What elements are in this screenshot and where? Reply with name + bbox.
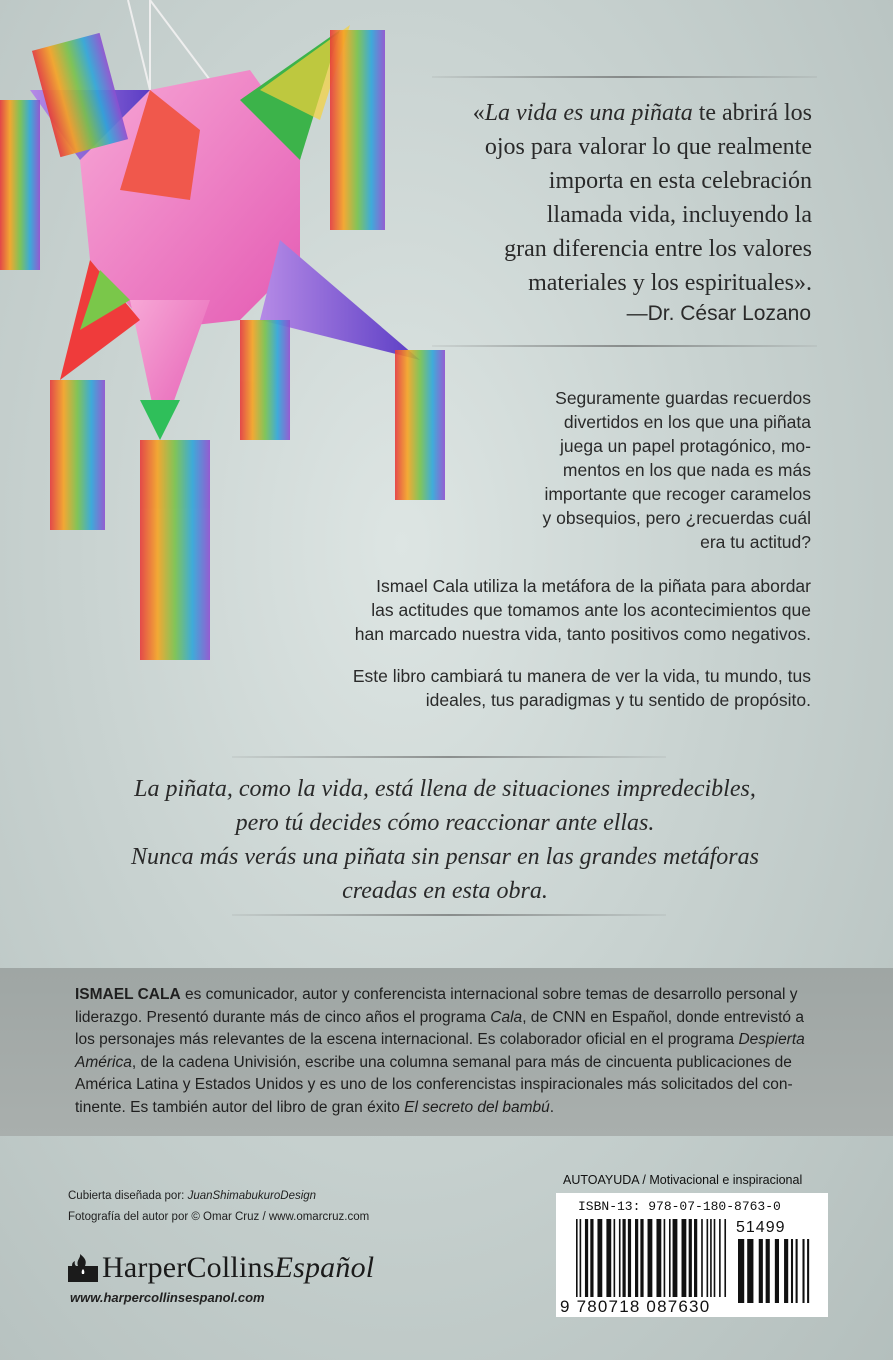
p1-line: juega un papel protagónico, mo- xyxy=(559,436,811,456)
barcode-bar xyxy=(682,1219,687,1297)
p1-line: divertidos en los que una piñata xyxy=(563,412,811,432)
bio-line-3: los personajes más relevantes de la escena internacional. Es colaborador oficial en el programa Despierta xyxy=(75,1031,805,1048)
publisher-logo xyxy=(68,1248,374,1288)
p1-line: Seguramente guardas recuerdos xyxy=(555,388,811,408)
barcode-bar xyxy=(724,1219,726,1297)
bio-line-6: tinente. Es también autor del libro de gran éxito El secreto del bambú. xyxy=(75,1098,555,1116)
quote-author: —Dr. César Lozano xyxy=(626,302,811,325)
barcode-bar xyxy=(719,1219,721,1297)
bio-line-5: América Latina y Estados Unidos y es uno de los conferencistas inspiracionales más solicitados del con- xyxy=(75,1076,793,1093)
barcode-bar xyxy=(775,1239,779,1303)
p2-line: Ismael Cala utiliza la metáfora de la piñata para abordar xyxy=(376,576,811,596)
publisher-name: HarperCollinsEspañol xyxy=(102,1251,375,1284)
barcode-bar xyxy=(738,1239,744,1303)
quote-line-2: ojos para valorar lo que realmente xyxy=(484,134,812,160)
barcode-bar xyxy=(759,1239,763,1303)
endorsement-quote xyxy=(440,96,812,300)
barcode-bar xyxy=(701,1219,703,1297)
barcode-bar xyxy=(802,1239,804,1303)
barcode-bar xyxy=(585,1219,588,1297)
barcode-bar xyxy=(590,1219,593,1297)
barcode-bar xyxy=(694,1219,697,1297)
author-name: ISMAEL CALA xyxy=(75,986,181,1003)
barcode-bar xyxy=(766,1239,770,1303)
barcode-bar xyxy=(791,1239,793,1303)
barcode-bar xyxy=(635,1219,638,1297)
pinata-illustration xyxy=(0,0,470,670)
tagline-top-rule xyxy=(232,756,666,758)
quote-line-6: materiales y los espirituales». xyxy=(528,270,812,296)
barcode-bar xyxy=(747,1239,753,1303)
author-bio xyxy=(75,984,835,1119)
p1-line: era tu actitud? xyxy=(700,532,811,552)
p1-line: y obsequios, pero ¿recuerdas cuál xyxy=(542,508,811,528)
ean-digits: 9 780718 087630 xyxy=(560,1297,711,1316)
p3-line: ideales, tus paradigmas y tu sentido de propósito. xyxy=(425,690,811,710)
bio-line-2: liderazgo. Presentó durante más de cinco años el programa Cala, de CNN en Español, donde entrevistó a xyxy=(75,1008,804,1026)
quote-bottom-rule xyxy=(432,345,817,347)
barcode-bar xyxy=(656,1219,661,1297)
addon-barcode-bars xyxy=(738,1239,809,1303)
tagline-line: pero tú decides cómo reaccionar ante ellas. xyxy=(235,810,655,836)
quote-line-4: llamada vida, incluyendo la xyxy=(546,202,812,228)
isbn-text: ISBN-13: 978-07-180-8763-0 xyxy=(578,1199,781,1214)
barcode-bar xyxy=(648,1219,653,1297)
tagline-line: Nunca más verás una piñata sin pensar en las grandes metáforas xyxy=(131,844,759,870)
category-label: AUTOAYUDA / Motivacional e inspiracional xyxy=(563,1173,803,1187)
barcode-bar xyxy=(689,1219,692,1297)
tagline xyxy=(100,772,790,908)
barcode-bar xyxy=(710,1219,712,1297)
price-code: 51499 xyxy=(736,1219,786,1236)
photo-credit: Fotografía del autor por © Omar Cruz / www.omarcruz.com xyxy=(68,1211,370,1223)
p3-line: Este libro cambiará tu manera de ver la vida, tu mundo, tus xyxy=(352,666,811,686)
barcode-bar xyxy=(580,1219,582,1297)
barcode-bar xyxy=(707,1219,709,1297)
main-barcode-bars xyxy=(576,1219,726,1297)
barcode-bar xyxy=(673,1219,678,1297)
barcode-bar xyxy=(606,1219,611,1297)
barcode-bar xyxy=(664,1219,666,1297)
barcode-bar xyxy=(669,1219,671,1297)
barcode-bar xyxy=(614,1219,616,1297)
description-paragraph-2 xyxy=(355,574,811,646)
bio-line-4: América, de la cadena Univisión, escribe una columna semanal para más de cincuenta publicaciones de xyxy=(75,1053,792,1071)
barcode-box xyxy=(556,1193,828,1317)
publisher-website: www.harpercollinsespanol.com xyxy=(70,1290,265,1305)
barcode-bar xyxy=(714,1219,716,1297)
p2-line: las actitudes que tomamos ante los acontecimientos que xyxy=(371,600,811,620)
p1-line: importante que recoger caramelos xyxy=(544,484,811,504)
quote-line-5: gran diferencia entre los valores xyxy=(504,236,812,262)
barcode-bar xyxy=(640,1219,643,1297)
barcode-bar xyxy=(597,1219,602,1297)
tagline-line: creadas en esta obra. xyxy=(342,878,548,904)
cover-credit: Cubierta diseñada por: JuanShimabukuroDesign xyxy=(68,1190,317,1202)
bio-line-1: ISMAEL CALA es comunicador, autor y conferencista internacional sobre temas de desarrollo personal y xyxy=(75,986,798,1003)
p2-line: han marcado nuestra vida, tanto positivos como negativos. xyxy=(354,624,811,644)
tagline-line: La piñata, como la vida, está llena de situaciones impredecibles, xyxy=(134,776,756,802)
barcode-bar xyxy=(796,1239,798,1303)
quote-line-3: importa en esta celebración xyxy=(548,168,812,194)
barcode-bar xyxy=(619,1219,621,1297)
quote-top-rule xyxy=(432,76,817,78)
quote-line-1: «La vida es una piñata te abrirá los xyxy=(472,100,812,126)
credits xyxy=(68,1186,369,1228)
barcode-bar xyxy=(807,1239,809,1303)
description-paragraph-1 xyxy=(543,386,811,554)
barcode-bar xyxy=(784,1239,788,1303)
barcode-bar xyxy=(576,1219,578,1297)
barcode-bar xyxy=(622,1219,625,1297)
barcode-bar xyxy=(628,1219,631,1297)
flame-icon xyxy=(68,1254,98,1282)
tagline-bottom-rule xyxy=(232,914,666,916)
description-paragraph-3 xyxy=(353,664,811,712)
p1-line: mentos en los que nada es más xyxy=(562,460,811,480)
